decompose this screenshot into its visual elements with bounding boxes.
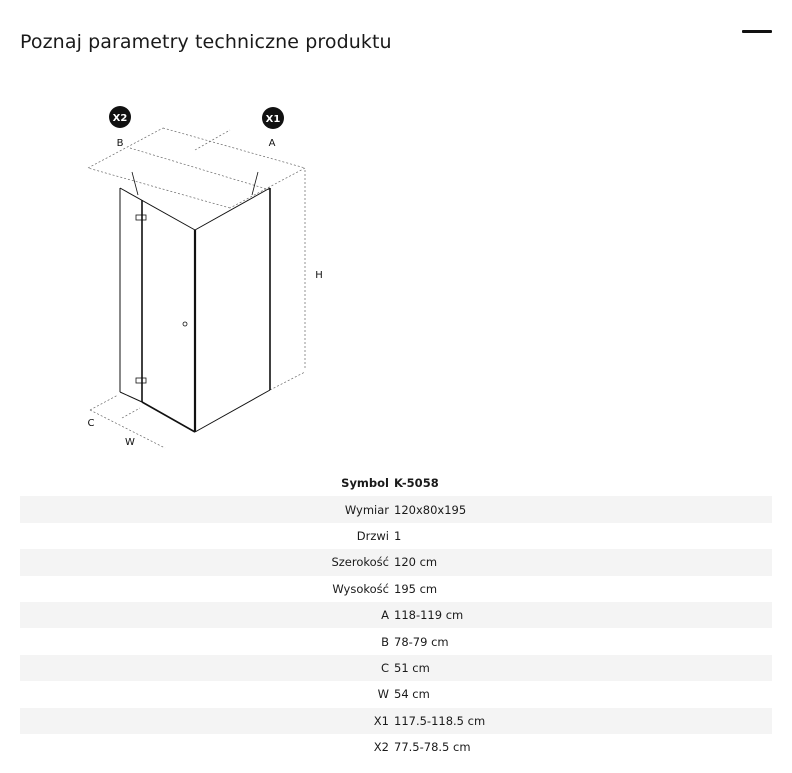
spec-row: [20, 496, 772, 522]
spec-key: C: [380, 660, 389, 675]
label-a: A: [268, 138, 276, 149]
spec-key: Symbol: [341, 476, 389, 491]
menu-icon[interactable]: [742, 30, 772, 33]
label-h: H: [315, 270, 323, 281]
spec-header-row: [20, 470, 772, 496]
spec-row: [20, 655, 772, 681]
spec-row: [20, 602, 772, 628]
svg-text:X2: X2: [112, 113, 128, 124]
spec-value: 77.5-78.5 cm: [394, 740, 471, 755]
spec-row: [20, 681, 772, 707]
spec-key: Drzwi: [356, 528, 389, 543]
spec-value: 51 cm: [394, 660, 430, 675]
spec-key: X1: [373, 713, 389, 728]
spec-value: 117.5-118.5 cm: [394, 713, 486, 728]
spec-key: Wysokość: [332, 581, 389, 596]
spec-row: [20, 708, 772, 734]
spec-value: 1: [394, 528, 402, 543]
spec-value: 120 cm: [394, 555, 438, 570]
x2-badge: [109, 106, 131, 128]
spec-key: Szerokość: [331, 555, 389, 570]
spec-value: 195 cm: [394, 581, 438, 596]
spec-row: [20, 549, 772, 575]
spec-value: 78-79 cm: [394, 634, 449, 649]
label-b: B: [116, 138, 124, 149]
spec-key: X2: [373, 740, 389, 755]
shower-diagram: [70, 100, 370, 460]
x1-badge: [262, 107, 284, 129]
spec-table: [20, 470, 772, 760]
spec-row: [20, 734, 772, 760]
label-w: W: [125, 437, 135, 448]
spec-key: W: [377, 687, 389, 702]
spec-value: 118-119 cm: [394, 608, 464, 623]
spec-key: Wymiar: [344, 502, 389, 517]
spec-row: [20, 523, 772, 549]
svg-text:X1: X1: [265, 114, 281, 125]
spec-value: 120x80x195: [394, 502, 467, 517]
spec-value: 54 cm: [394, 687, 430, 702]
spec-key: B: [381, 634, 389, 649]
page-title: Poznaj parametry techniczne produktu: [20, 31, 392, 53]
label-c: C: [87, 418, 95, 429]
spec-key: A: [381, 608, 389, 623]
spec-row: [20, 628, 772, 654]
spec-value: K-5058: [394, 476, 439, 491]
spec-row: [20, 576, 772, 602]
